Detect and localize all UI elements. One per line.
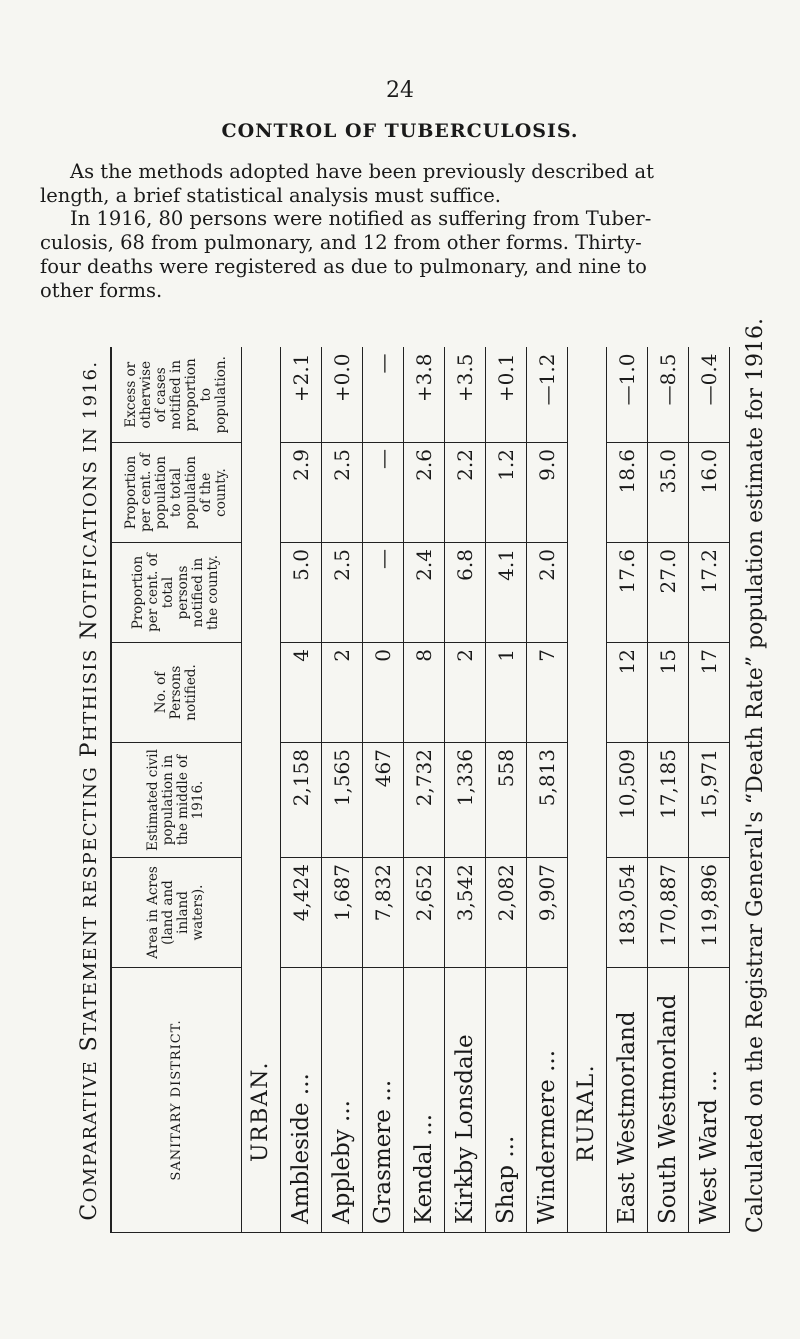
area-cell: 2,082 [485,858,526,968]
notified-cell: 0 [362,643,403,743]
excess-cell: — [362,348,403,443]
stats-paragraph [40,207,785,303]
table-row [526,348,567,1233]
col-header-pct-notified: Proportion per cent. of total persons notified in the county. [111,543,241,643]
district-name: Ambleside ... [281,968,322,1233]
pct-notified-cell: 2.5 [322,543,363,643]
population-cell: 5,813 [526,743,567,858]
col-header-area: Area in Acres (land and inland waters). [111,858,241,968]
district-name: Kirkby Lonsdale [444,968,485,1233]
population-cell: 2,732 [403,743,444,858]
pct-population-cell: 18.6 [607,443,648,543]
population-cell: 1,336 [444,743,485,858]
col-header-excess: Excess or otherwise of cases notified in proportion to population. [111,348,241,443]
pct-notified-cell: 2.4 [403,543,444,643]
group-label-rural: RURAL. [567,348,607,1233]
pct-population-cell: 2.6 [403,443,444,543]
excess-cell: +3.8 [403,348,444,443]
notified-cell: 8 [403,643,444,743]
table-row [281,348,322,1233]
pct-notified-cell: 6.8 [444,543,485,643]
intro-paragraph [40,160,785,208]
pct-notified-cell: 2.0 [526,543,567,643]
pct-population-cell: 2.2 [444,443,485,543]
pct-notified-cell: 4.1 [485,543,526,643]
district-name: South Westmorland [648,968,689,1233]
page-number: 24 [386,78,414,103]
district-name: Grasmere ... [362,968,403,1233]
excess-cell: +0.0 [322,348,363,443]
area-cell: 2,652 [403,858,444,968]
table-row [444,348,485,1233]
notified-cell: 2 [444,643,485,743]
table-row [688,348,729,1233]
area-cell: 3,542 [444,858,485,968]
excess-cell: +3.5 [444,348,485,443]
pct-population-cell: — [362,443,403,543]
excess-cell: —8.5 [648,348,689,443]
table-row [403,348,444,1233]
pct-population-cell: 1.2 [485,443,526,543]
notified-cell: 17 [688,643,729,743]
table-row [485,348,526,1233]
text-line: length, a brief statistical analysis must suffice. [40,184,501,207]
population-cell: 2,158 [281,743,322,858]
table-title: COMPARATIVE STATEMENT RESPECTING PHTHISIS NOTIFICATIONS IN 1916. [77,360,102,1221]
pct-population-cell: 2.5 [322,443,363,543]
excess-cell: —1.2 [526,348,567,443]
col-header-population: Estimated civil population in the middle of 1916. [111,743,241,858]
area-cell: 170,887 [648,858,689,968]
table-row [648,348,689,1233]
population-cell: 467 [362,743,403,858]
pct-population-cell: 2.9 [281,443,322,543]
area-cell: 183,054 [607,858,648,968]
col-header-pct-population: Proportion per cent. of population to total population of the county. [111,443,241,543]
district-name: West Ward ... [688,968,729,1233]
notified-cell: 12 [607,643,648,743]
pct-notified-cell: 17.6 [607,543,648,643]
pct-notified-cell: — [362,543,403,643]
notified-cell: 2 [322,643,363,743]
phthisis-table [110,348,730,1234]
excess-cell: +2.1 [281,348,322,443]
notified-cell: 1 [485,643,526,743]
pct-population-cell: 35.0 [648,443,689,543]
area-cell: 7,832 [362,858,403,968]
population-cell: 10,509 [607,743,648,858]
text-line: In 1916, 80 persons were notified as suffering from Tuber- [70,207,652,230]
excess-cell: +0.1 [485,348,526,443]
district-name: Windermere ... [526,968,567,1233]
pct-population-cell: 16.0 [688,443,729,543]
notified-cell: 7 [526,643,567,743]
population-cell: 1,565 [322,743,363,858]
col-header-district: SANITARY DISTRICT. [111,968,241,1233]
text-line: culosis, 68 from pulmonary, and 12 from other forms. Thirty- [40,231,642,254]
pct-notified-cell: 17.2 [688,543,729,643]
table-row [362,348,403,1233]
area-cell: 9,907 [526,858,567,968]
notified-cell: 4 [281,643,322,743]
district-name: Kendal ... [403,968,444,1233]
population-cell: 558 [485,743,526,858]
excess-cell: —1.0 [607,348,648,443]
text-line: As the methods adopted have been previously described at [70,160,654,183]
notified-cell: 15 [648,643,689,743]
table-row [607,348,648,1233]
pct-notified-cell: 5.0 [281,543,322,643]
population-cell: 17,185 [648,743,689,858]
area-cell: 1,687 [322,858,363,968]
district-name: Appleby ... [322,968,363,1233]
col-header-notified: No. of Persons notified. [111,643,241,743]
group-label-urban: URBAN. [241,348,281,1233]
area-cell: 4,424 [281,858,322,968]
population-cell: 15,971 [688,743,729,858]
area-cell: 119,896 [688,858,729,968]
text-line: other forms. [40,279,163,302]
excess-cell: —0.4 [688,348,729,443]
table-row [322,348,363,1233]
pct-population-cell: 9.0 [526,443,567,543]
table-footnote: Calculated on the Registrar General's “Death Rate” population estimate for 1916. [743,318,768,1233]
pct-notified-cell: 27.0 [648,543,689,643]
page-heading: CONTROL OF TUBERCULOSIS. [221,120,579,142]
text-line: four deaths were registered as due to pulmonary, and nine to [40,255,647,278]
district-name: Shap ... [485,968,526,1233]
district-name: East Westmorland [607,968,648,1233]
